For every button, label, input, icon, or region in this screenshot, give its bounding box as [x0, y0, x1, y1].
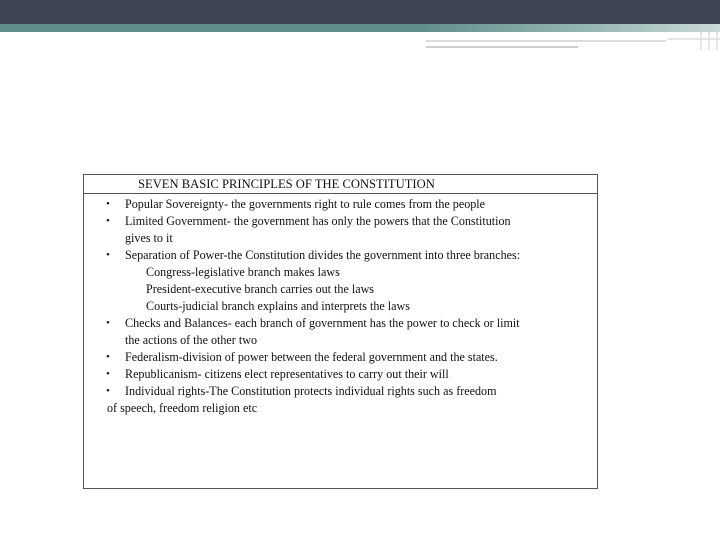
principle-text: Individual rights-The Constitution protects individual rights such as freedom — [125, 384, 497, 398]
branch-sub-item: Congress-legislative branch makes laws — [146, 265, 340, 279]
principle-continuation: gives to it — [125, 231, 173, 245]
principle-item — [84, 349, 593, 366]
principle-item — [84, 315, 593, 332]
decorative-line — [426, 46, 578, 48]
principles-list — [84, 194, 597, 417]
principle-item — [84, 366, 593, 383]
bullet-icon: • — [106, 351, 110, 363]
decorative-divider — [700, 32, 702, 50]
bullet-icon: • — [106, 368, 110, 380]
principle-item — [84, 383, 593, 400]
principle-item — [84, 213, 593, 230]
bullet-icon: • — [106, 198, 110, 210]
bullet-icon: • — [106, 385, 110, 397]
principle-text: Checks and Balances- each branch of government has the power to check or limit — [125, 316, 520, 330]
bullet-icon: • — [106, 215, 110, 227]
principle-continuation: the actions of the other two — [125, 333, 257, 347]
table-title: SEVEN BASIC PRINCIPLES OF THE CONSTITUTION — [84, 175, 597, 194]
bullet-icon: • — [106, 249, 110, 261]
principle-text: Limited Government- the government has only the powers that the Constitution — [125, 214, 511, 228]
principle-text: Federalism-division of power between the federal government and the states. — [125, 350, 498, 364]
principles-table — [83, 174, 598, 489]
branch-sub-item: Courts-judicial branch explains and interprets the laws — [146, 299, 410, 313]
principle-item — [84, 247, 593, 264]
header-accent-fade — [420, 24, 720, 32]
principle-continuation: of speech, freedom religion etc — [107, 401, 258, 415]
principle-item — [84, 196, 593, 213]
header-bar — [0, 0, 720, 24]
principle-text: Popular Sovereignty- the governments right to rule comes from the people — [125, 197, 486, 211]
decorative-divider — [708, 32, 710, 50]
branch-sub-item: President-executive branch carries out the laws — [146, 282, 375, 296]
bullet-icon: • — [106, 317, 110, 329]
decorative-line — [426, 40, 666, 42]
decorative-divider — [716, 32, 718, 50]
principle-text: Separation of Power-the Constitution divides the government into three branches: — [125, 248, 521, 262]
decorative-line — [668, 38, 720, 40]
principle-text: Republicanism- citizens elect representatives to carry out their will — [125, 367, 449, 381]
